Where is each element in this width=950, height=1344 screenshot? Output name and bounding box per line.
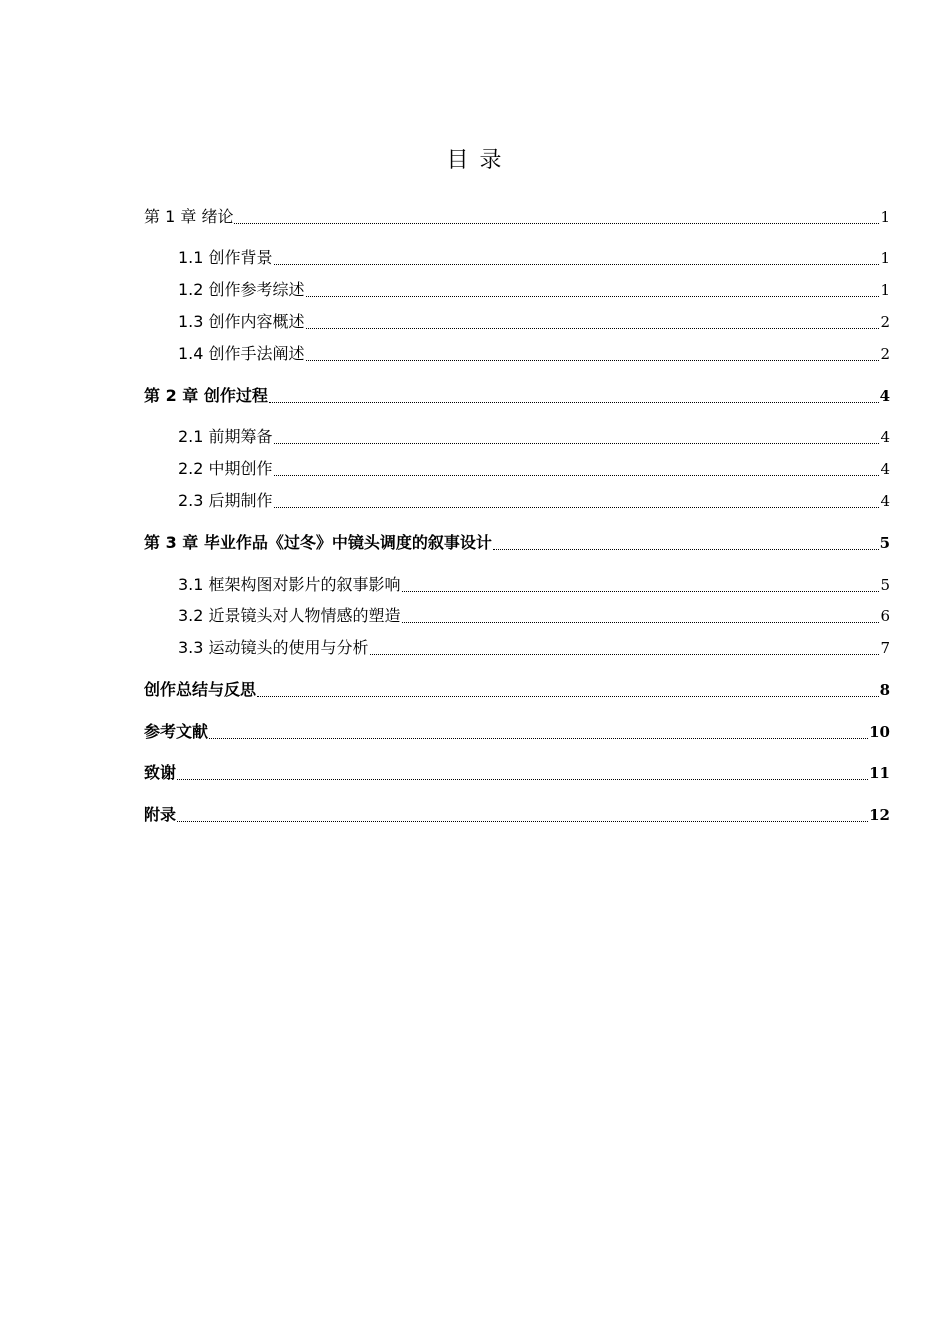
- toc-entry-text: 创作总结与反思: [144, 680, 257, 699]
- dot-leader: [274, 507, 880, 508]
- toc-entry-section-1-3[interactable]: [178, 310, 890, 334]
- toc-entry-label: [144, 761, 176, 785]
- dot-leader: [306, 360, 880, 361]
- toc-entry-label: [178, 489, 273, 513]
- toc-entry-label: [144, 678, 256, 702]
- toc-entry-page: 1: [880, 249, 890, 267]
- toc-entry-page: 7: [880, 639, 890, 657]
- toc-entry-chapter-2[interactable]: [144, 384, 890, 408]
- toc-entry-number: 第 3 章: [144, 533, 199, 552]
- toc-entry-text: 近景镜头对人物情感的塑造: [203, 606, 401, 625]
- toc-entry-page: 5: [879, 534, 890, 552]
- dot-leader: [177, 821, 868, 822]
- toc-entry-number: 1.1: [178, 248, 204, 267]
- toc-entry-section-1-4[interactable]: [178, 342, 890, 366]
- toc-entry-text: 创作参考综述: [203, 280, 305, 299]
- toc-entry-section-3-2[interactable]: [178, 604, 890, 628]
- toc-entry-number: 1.2: [178, 280, 204, 299]
- toc-entry-text: 后期制作: [203, 491, 273, 510]
- toc-entry-number: 1.3: [178, 312, 204, 331]
- toc-entry-page: 4: [880, 460, 890, 478]
- toc-entry-number: 3.3: [178, 638, 204, 657]
- dot-leader: [269, 402, 879, 403]
- toc-entry-text: 创作背景: [203, 248, 273, 267]
- toc-entry-section-2-3[interactable]: [178, 489, 890, 513]
- dot-leader: [274, 264, 880, 265]
- toc-entry-label: [178, 310, 305, 334]
- toc-entry-page: 8: [879, 681, 890, 699]
- toc-entry-references[interactable]: [144, 720, 890, 744]
- toc-entry-page: 2: [880, 345, 890, 363]
- toc-entry-page: 11: [869, 764, 890, 782]
- dot-leader: [493, 549, 879, 550]
- toc-entry-acknowledgements[interactable]: [144, 761, 890, 785]
- toc-entry-label: [178, 246, 273, 270]
- toc-entry-text: 创作过程: [198, 386, 268, 405]
- toc-entry-section-3-3[interactable]: [178, 636, 890, 660]
- toc-entry-text: 创作内容概述: [203, 312, 305, 331]
- toc-entry-number: 1.4: [178, 344, 204, 363]
- toc-entry-text: 中期创作: [203, 459, 273, 478]
- dot-leader: [306, 296, 880, 297]
- toc-entry-label: [144, 205, 233, 229]
- toc-entry-label: [144, 531, 492, 555]
- toc-entry-page: 10: [869, 723, 890, 741]
- toc-entry-text: 创作手法阐述: [203, 344, 305, 363]
- toc-entry-text: 框架构图对影片的叙事影响: [203, 575, 401, 594]
- toc-entry-section-2-1[interactable]: [178, 425, 890, 449]
- toc-entry-label: [178, 342, 305, 366]
- dot-leader: [209, 738, 868, 739]
- toc-entry-text: 致谢: [144, 763, 177, 782]
- dot-leader: [274, 475, 880, 476]
- toc-entry-label: [178, 457, 273, 481]
- toc-entry-number: 3.2: [178, 606, 204, 625]
- toc-entry-text: 运动镜头的使用与分析: [203, 638, 369, 657]
- toc-entry-label: [178, 604, 401, 628]
- toc-entry-page: 5: [880, 576, 890, 594]
- toc-entry-page: 1: [880, 208, 890, 226]
- dot-leader: [306, 328, 880, 329]
- toc-entry-text: 毕业作品《过冬》中镜头调度的叙事设计: [198, 533, 492, 552]
- toc-entry-label: [144, 384, 268, 408]
- toc-entry-chapter-3[interactable]: [144, 531, 890, 555]
- dot-leader: [177, 779, 868, 780]
- toc-entry-label: [178, 636, 369, 660]
- dot-leader: [234, 223, 879, 224]
- toc-entry-summary[interactable]: [144, 678, 890, 702]
- toc-entry-appendix[interactable]: [144, 803, 890, 827]
- toc-entry-section-1-1[interactable]: [178, 246, 890, 270]
- toc-entry-page: 2: [880, 313, 890, 331]
- toc-entry-number: 第 2 章: [144, 386, 199, 405]
- toc-entry-number: 2.2: [178, 459, 204, 478]
- toc-entry-page: 4: [879, 387, 890, 405]
- toc-title: 目 录: [446, 148, 504, 173]
- toc-entry-number: 第 1 章: [144, 207, 197, 226]
- toc-entry-section-3-1[interactable]: [178, 573, 890, 597]
- toc-entry-page: 4: [880, 492, 890, 510]
- dot-leader: [274, 443, 880, 444]
- toc-entry-text: 附录: [144, 805, 177, 824]
- toc-entry-section-1-2[interactable]: [178, 278, 890, 302]
- toc-entry-number: 2.3: [178, 491, 204, 510]
- toc-entry-chapter-1[interactable]: [144, 205, 890, 229]
- toc-entry-text: 绪论: [196, 207, 234, 226]
- toc-entry-page: 6: [880, 607, 890, 625]
- toc-entry-text: 参考文献: [144, 722, 209, 741]
- toc-entry-label: [178, 573, 401, 597]
- toc-entry-label: [144, 803, 176, 827]
- toc-entry-page: 12: [869, 806, 890, 824]
- dot-leader: [257, 696, 879, 697]
- dot-leader: [402, 622, 880, 623]
- toc-entry-page: 4: [880, 428, 890, 446]
- toc-entry-number: 2.1: [178, 427, 204, 446]
- toc-entry-number: 3.1: [178, 575, 204, 594]
- toc-entry-text: 前期筹备: [203, 427, 273, 446]
- toc-entry-page: 1: [880, 281, 890, 299]
- dot-leader: [370, 654, 880, 655]
- toc-entry-label: [178, 425, 273, 449]
- toc-entry-label: [144, 720, 208, 744]
- toc-entry-label: [178, 278, 305, 302]
- dot-leader: [402, 591, 880, 592]
- toc-entry-section-2-2[interactable]: [178, 457, 890, 481]
